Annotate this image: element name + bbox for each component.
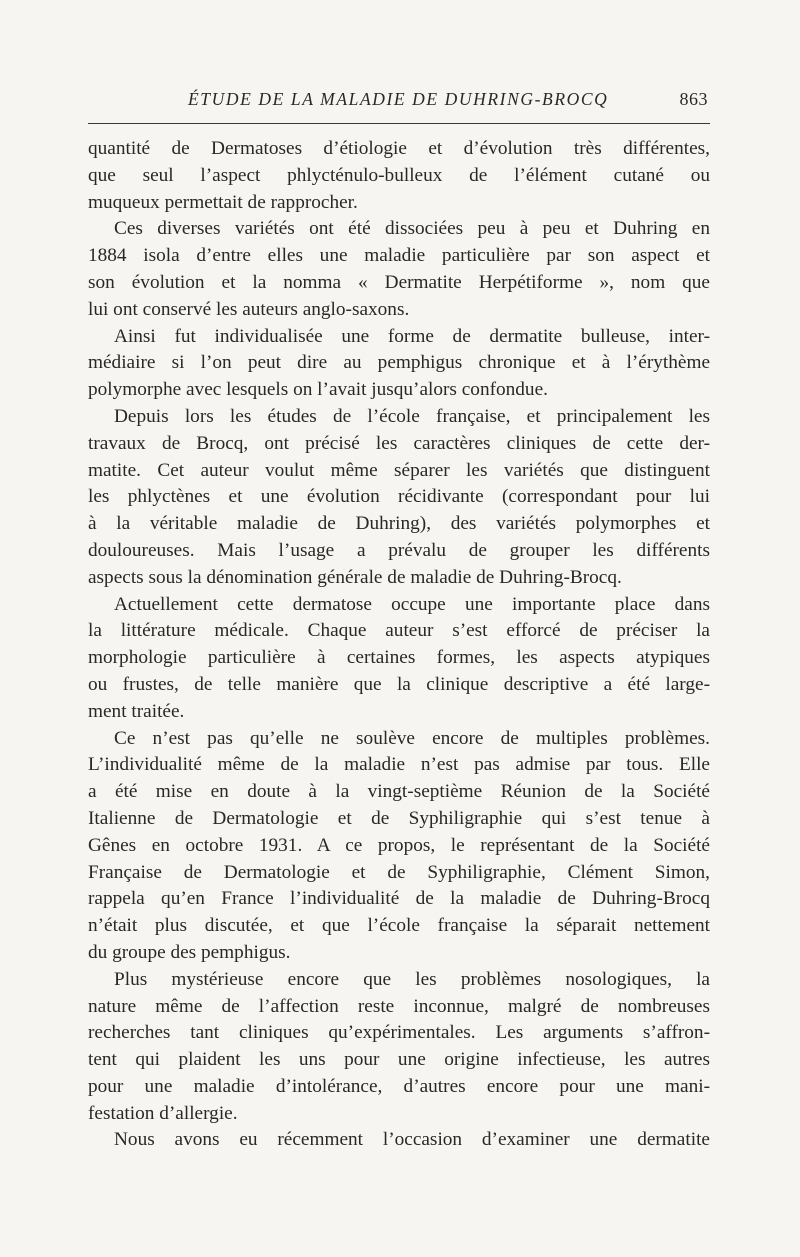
text-line: morphologie particulière à certaines formes, les aspects atypiques [88,647,710,669]
text-line: travaux de Brocq, ont précisé les caractères cliniques de cette der- [88,432,710,454]
text-line: Italienne de Dermatologie et de Syphiligraphie qui s’est tenue à [88,807,710,829]
header-rule [88,123,710,124]
text-line: Ce n’est pas qu’elle ne soulève encore de multiples problèmes. [114,727,710,749]
text-line: Française de Dermatologie et de Syphiligraphie, Clément Simon, [88,861,710,883]
text-line: lui ont conservé les auteurs anglo-saxons. [88,298,410,320]
text-line: nature même de l’affection reste inconnue, malgré de nombreuses [88,995,710,1017]
text-line: ou frustes, de telle manière que la clinique descriptive a été large- [88,673,710,695]
text-line: rappela qu’en France l’individualité de la maladie de Duhring-Brocq [88,888,710,910]
text-line: Plus mystérieuse encore que les problèmes nosologiques, la [114,968,710,990]
text-line: L’individualité même de la maladie n’est pas admise par tous. Elle [88,754,710,776]
text-line: n’était plus discutée, et que l’école française la séparait nettement [88,915,710,937]
text-line: son évolution et la nomma « Dermatite Herpétiforme », nom que [88,271,710,293]
text-line: a été mise en doute à la vingt-septième Réunion de la Société [88,781,710,803]
text-line: polymorphe avec lesquels on l’avait jusqu’alors confondue. [88,379,548,401]
text-line: du groupe des pemphigus. [88,941,291,963]
text-line: les phlyctènes et une évolution récidivante (correspondant pour lui [88,486,710,508]
running-head [88,89,710,113]
text-line: tent qui plaident les uns pour une origine infectieuse, les autres [88,1049,710,1071]
text-line: Ces diverses variétés ont été dissociées peu à peu et Duhring en [114,218,710,240]
text-line: la littérature médicale. Chaque auteur s’est efforcé de préciser la [88,620,710,642]
text-line: matite. Cet auteur voulut même séparer les variétés que distinguent [88,459,710,481]
text-line: Nous avons eu récemment l’occasion d’examiner une dermatite [114,1129,710,1151]
text-line: médiaire si l’on peut dire au pemphigus chronique et à l’érythème [88,352,710,374]
text-line: festation d’allergie. [88,1102,238,1124]
text-line: pour une maladie d’intolérance, d’autres encore pour une mani- [88,1075,710,1097]
text-line: 1884 isola d’entre elles une maladie particulière par son aspect et [88,245,710,267]
body-text [88,136,710,1154]
text-line: Actuellement cette dermatose occupe une importante place dans [114,593,710,615]
text-line: Gênes en octobre 1931. A ce propos, le représentant de la Société [88,834,710,856]
text-line: muqueux permettait de rapprocher. [88,191,358,213]
text-line: Depuis lors les études de l’école française, et principalement les [114,405,710,427]
text-line: aspects sous la dénomination générale de maladie de Duhring-Brocq. [88,566,622,588]
text-line: recherches tant cliniques qu’expérimentales. Les arguments s’affron- [88,1022,710,1044]
text-line: Ainsi fut individualisée une forme de dermatite bulleuse, inter- [114,325,710,347]
running-title: ÉTUDE DE LA MALADIE DE DUHRING-BROCQ [188,89,609,109]
text-line: à la véritable maladie de Duhring), des variétés polymorphes et [88,513,710,535]
text-line: douloureuses. Mais l’usage a prévalu de grouper les différents [88,539,710,561]
text-line: ment traitée. [88,700,185,722]
text-line: quantité de Dermatoses d’étiologie et d’évolution très différentes, [88,138,710,159]
page-number: 863 [679,89,708,109]
text-line: que seul l’aspect phlycténulo-bulleux de l’élément cutané ou [88,164,710,186]
